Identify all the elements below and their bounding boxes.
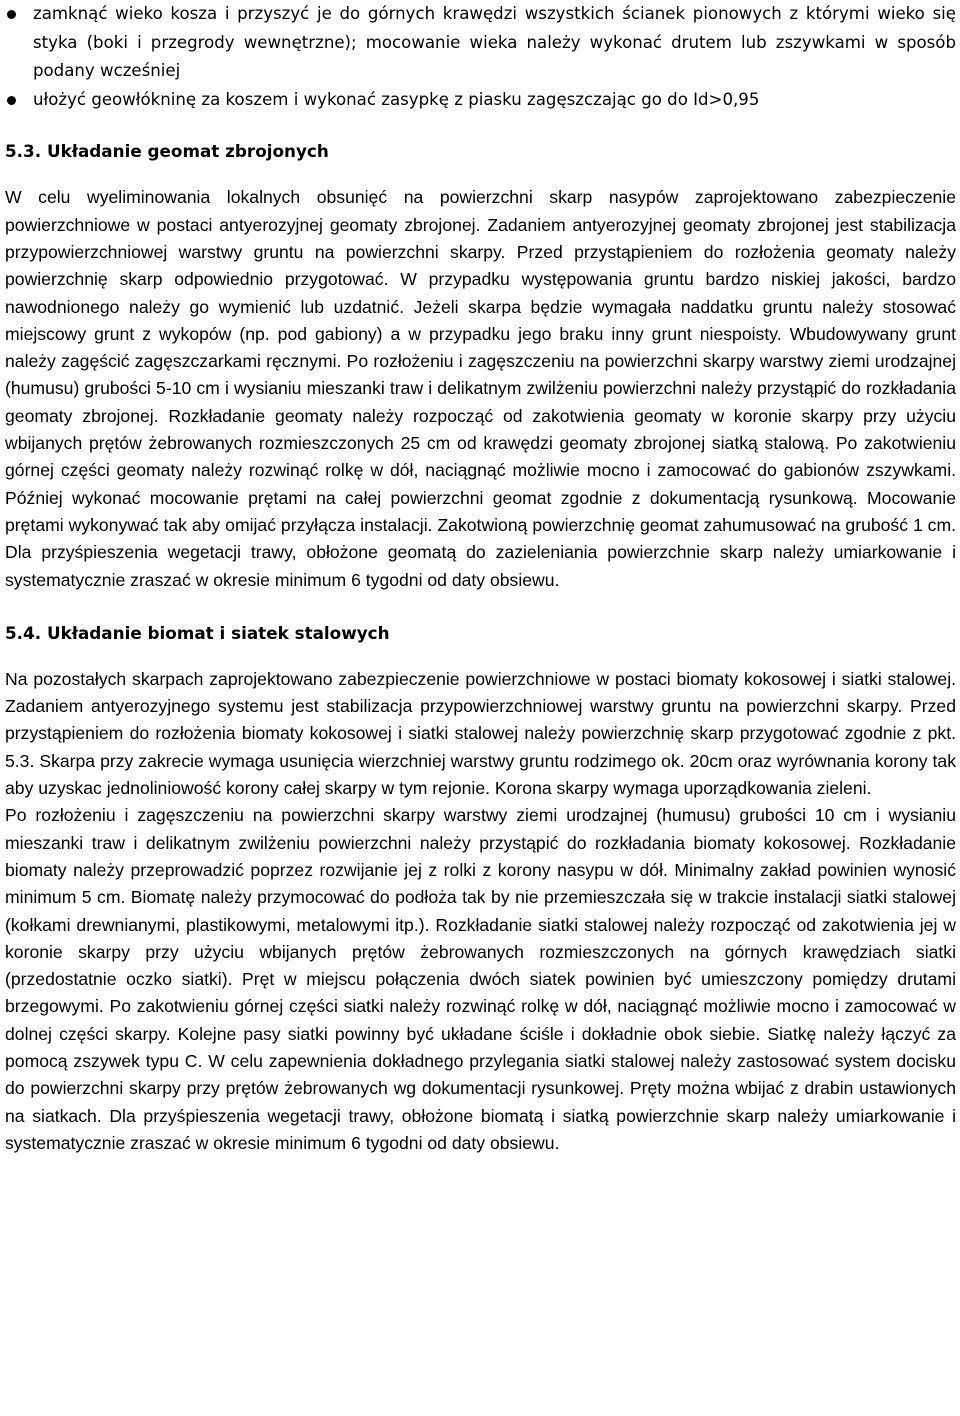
bullet-item: ułożyć geowłókninę za koszem i wykonać zasypkę z piasku zagęszczając go do Id>0,95 — [5, 86, 956, 115]
section-paragraph-5-3: W celu wyeliminowania lokalnych obsunięć na powierzchni skarp nasypów zaprojektowano zabezpieczenie powierzchniowe w postaci antyerozyjnej geomaty zbrojonej. Zadaniem antyerozyjnej geomaty zbrojonej jest stabilizacja przypowierzchniowej warstwy gruntu na powierzchni skarpy. Przed przystąpieniem do rozłożenia geomaty należy powierzchnię skarp odpowiednio przygotować. W przypadku występowania gruntu bardzo niskiej jakości, bardzo nawodnionego należy go wymienić lub uzdatnić. Jeżeli skarpa będzie wymagała naddatku gruntu należy stosować miejscowy grunt z wykopów (np. pod gabiony) a w przypadku jego braku inny grunt niespoisty. Wbudowywany grunt należy zagęścić zagęszczarkami ręcznymi. Po rozłożeniu i zagęszczeniu na powierzchni skarpy warstwy ziemi urodzajnej (humusu) grubości 5-10 cm i wysianiu mieszanki traw i delikatnym zwilżeniu powierzchni należy przystąpić do rozkładania geomaty zbrojonej. Rozkładanie geomaty należy rozpocząć od zakotwienia geomaty w koronie skarpy przy użyciu wbijanych prętów żebrowanych rozmieszczonych 25 cm od krawędzi geomaty zbrojonej siatką stalową. Po zakotwieniu górnej części geomaty należy rozwinąć rolkę w dół, naciągnąć możliwie mocno i zamocować do gabionów zszywkami. Później wykonać mocowanie prętami na całej powierzchni geomat zgodnie z dokumentacją rysunkową. Mocowanie prętami wykonywać tak aby omijać przyłącza instalacji. Zakotwioną powierzchnię geomat zahumusować na grubość 1 cm. Dla przyśpieszenia wegetacji trawy, obłożone geomatą do zazieleniania powierzchnie skarp należy umiarkowanie i systematycznie zraszać w okresie minimum 6 tygodni od daty obsiewu. — [5, 187, 956, 590]
section-heading-5-4: 5.4. Układanie biomat i siatek stalowych — [5, 622, 390, 643]
bullet-item: zamknąć wieko kosza i przyszyć je do górnych krawędzi wszystkich ścianek pionowych z którymi wieko się styka (boki i przegrody wewnętrzne); mocowanie wieka należy wykonać drutem lub zszywkami w sposób podany wcześniej — [5, 0, 956, 86]
section-heading-5-3: 5.3. Układanie geomat zbrojonych — [5, 141, 329, 162]
section-paragraph-5-4-body: Po rozłożeniu i zagęszczeniu na powierzchni skarpy warstwy ziemi urodzajnej (humusu) grubości 10 cm i wysianiu mieszanki traw i delikatnym zwilżeniu powierzchni należy przystąpić do rozkładania biomaty kokosowej. Rozkładanie biomaty należy przeprowadzić poprzez rozwijanie jej z rolki z korony nasypu w dół. Minimalny zakład powinien wynosić minimum 5 cm. Biomatę należy przymocować do podłoża tak by nie przemieszczała się w trakcie instalacji siatki stalowej (kołkami drewnianymi, plastikowymi, metalowymi itp.). Rozkładanie siatki stalowej należy rozpocząć od zakotwienia jej w koronie skarpy przy użyciu wbijanych prętów żebrowanych rozmieszczonych na górnych krawędziach siatki (przedostatnie oczko siatki). Pręt w miejscu połączenia dwóch siatek powinien być umieszczony pomiędzy drutami brzegowymi. Po zakotwieniu górnej części siatki należy rozwinąć rolkę w dół, naciągnąć możliwie mocno i zamocować w dolnej części skarpy. Kolejne pasy siatki powinny być układane ściśle i dokładnie obok siebie. Siatkę należy łączyć za pomocą zszywek typu C. W celu zapewnienia dokładnego przylegania siatki stalowej należy zastosować system docisku do powierzchni skarpy przy prętów żebrowanych wg dokumentacji rysunkowej. Pręty można wbijać z drabin ustawionych na siatkach. Dla przyśpieszenia wegetacji trawy, obłożone biomatą i siatką powierzchnie skarp należy umiarkowanie i systematycznie zraszać w okresie minimum 6 tygodni od daty obsiewu. — [5, 805, 956, 1153]
bullet-list — [5, 0, 956, 114]
section-paragraph-5-4-intro: Na pozostałych skarpach zaprojektowano zabezpieczenie powierzchniowe w postaci biomaty kokosowej i siatki stalowej. Zadaniem antyerozyjnego systemu jest stabilizacja przypowierzchniowej warstwy gruntu na powierzchni skarpy. Przed przystąpieniem do rozłożenia biomaty kokosowej i siatki stalowej należy powierzchnię skarp przygotować zgodnie z pkt. 5.3. Skarpa przy zakrecie wymaga usunięcia wierzchniej warstwy gruntu rodzimego ok. 20cm oraz wyrównania korony tak aby uzyskac jednoliniowość korony całej skarpy w tym rejonie. Korona skarpy wymaga uporządkowania zieleni. — [5, 668, 956, 799]
document-page — [5, 0, 956, 1157]
